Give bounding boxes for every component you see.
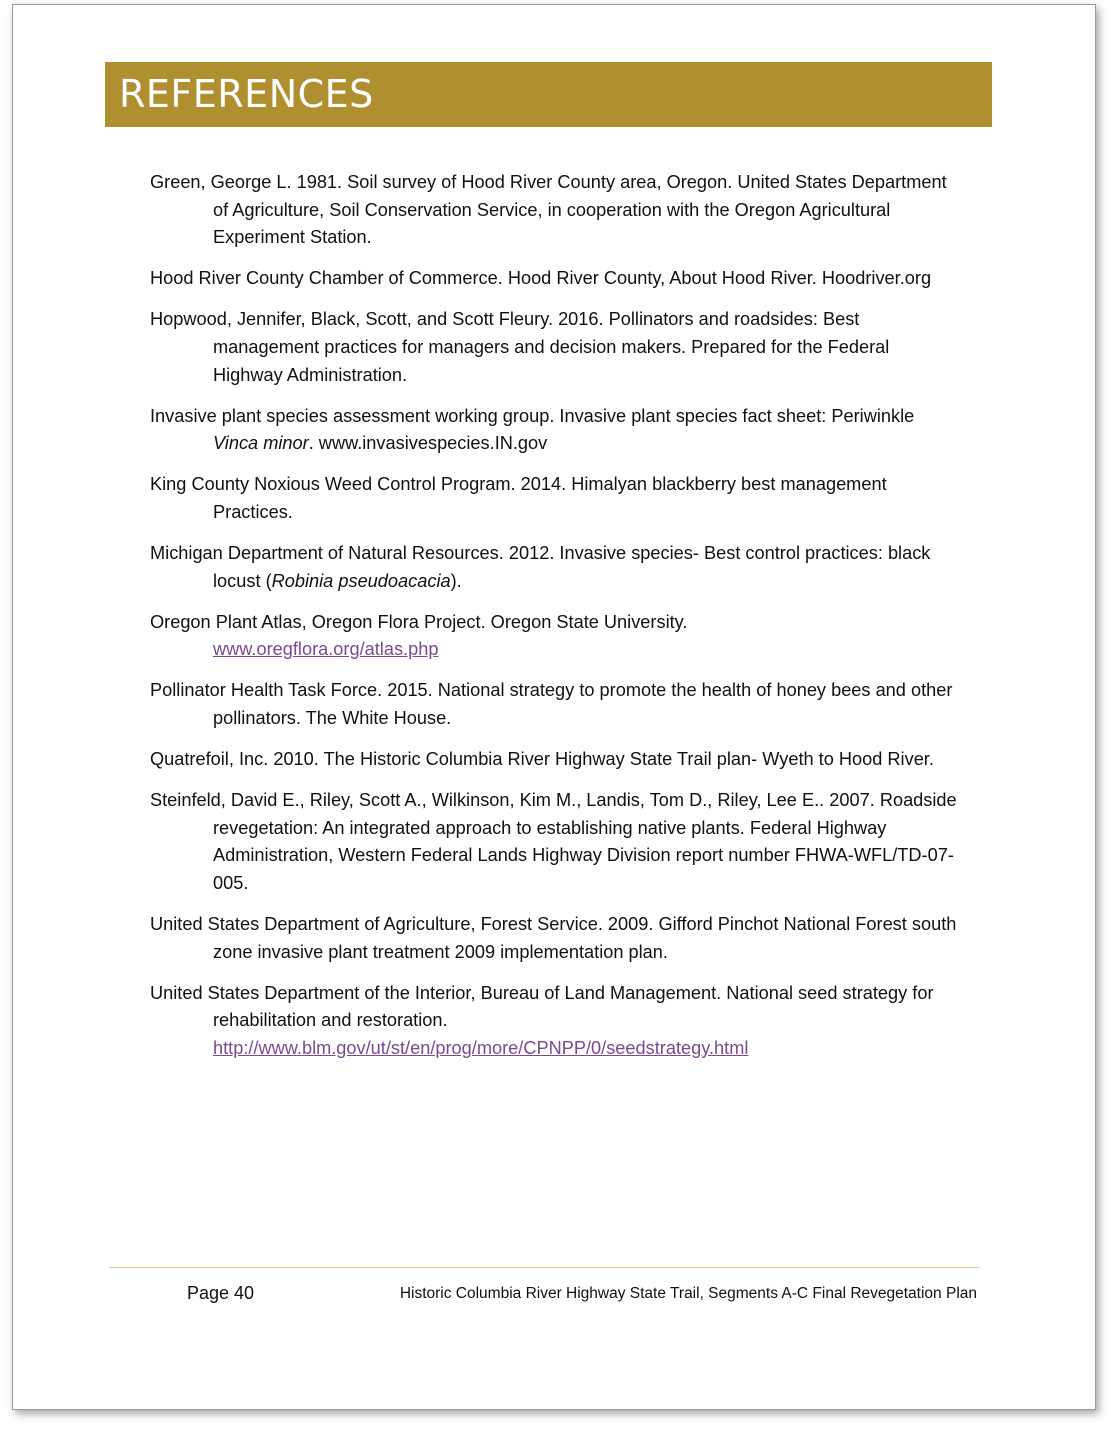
reference-entry [150, 787, 960, 897]
reference-entry [150, 746, 960, 774]
reference-entry [150, 677, 960, 732]
reference-link[interactable]: http://www.blm.gov/ut/st/en/prog/more/CPNPP/0/seedstrategy.html [213, 1037, 749, 1058]
reference-text: Hopwood, Jennifer, Black, Scott, and Scott Fleury. 2016. Pollinators and roadsides: Best management practices for managers and decision makers. Prepared for the Federal Highway Administration. [150, 309, 890, 385]
reference-text: Oregon Plant Atlas, Oregon Flora Project. Oregon State University. [150, 611, 688, 632]
reference-text: Hood River County Chamber of Commerce. Hood River County, About Hood River. Hoodriver.org [150, 268, 932, 289]
footer-divider [109, 1267, 980, 1268]
reference-text: . www.invasivespecies.IN.gov [308, 433, 548, 454]
reference-text: Green, George L. 1981. Soil survey of Hood River County area, Oregon. United States Department of Agriculture, Soil Conservation Service, in cooperation with the Oregon Agricultural Experiment Station. [150, 172, 947, 248]
species-name: Robinia pseudoacacia [271, 570, 451, 591]
reference-entry [150, 265, 960, 293]
reference-text: ). [450, 570, 462, 591]
reference-entry [150, 306, 960, 389]
reference-entry [150, 609, 960, 664]
reference-entry [150, 169, 960, 252]
reference-text: United States Department of the Interior, Bureau of Land Management. National seed strategy for rehabilitation and restoration. [150, 982, 934, 1031]
reference-entry [150, 980, 960, 1063]
reference-entry [150, 403, 960, 458]
section-title: REFERENCES [119, 72, 374, 116]
reference-text: Quatrefoil, Inc. 2010. The Historic Columbia River Highway State Trail plan- Wyeth to Hood River. [150, 749, 934, 770]
section-banner [105, 62, 992, 127]
document-page [12, 4, 1096, 1410]
footer-document-title: Historic Columbia River Highway State Trail, Segments A-C Final Revegetation Plan [399, 1285, 977, 1302]
reference-text: King County Noxious Weed Control Program. 2014. Himalyan blackberry best management Practices. [150, 474, 887, 522]
page-number: Page 40 [187, 1283, 255, 1303]
reference-list [150, 169, 960, 1076]
reference-text: Steinfeld, David E., Riley, Scott A., Wilkinson, Kim M., Landis, Tom D., Riley, Lee E.. 2007. Roadside revegetation: An integrated approach to establishing native plants. Federal Highway Administration, Western Federal Lands Highway Division report number FHWA-WFL/TD-07-005. [150, 790, 957, 893]
species-name: Vinca minor [213, 433, 309, 454]
reference-entry [150, 540, 960, 595]
reference-text: Pollinator Health Task Force. 2015. National strategy to promote the health of honey bees and other pollinators. The White House. [150, 680, 953, 728]
reference-text: Invasive plant species assessment working group. Invasive plant species fact sheet: Periwinkle [150, 405, 915, 426]
reference-link[interactable]: www.oregflora.org/atlas.php [213, 639, 439, 660]
reference-text: Michigan Department of Natural Resources. 2012. Invasive species- Best control practices: black locust ( [150, 543, 931, 591]
reference-entry [150, 471, 960, 526]
reference-text: United States Department of Agriculture, Forest Service. 2009. Gifford Pinchot National Forest south zone invasive plant treatment 2009 implementation plan. [150, 914, 957, 962]
reference-entry [150, 911, 960, 966]
